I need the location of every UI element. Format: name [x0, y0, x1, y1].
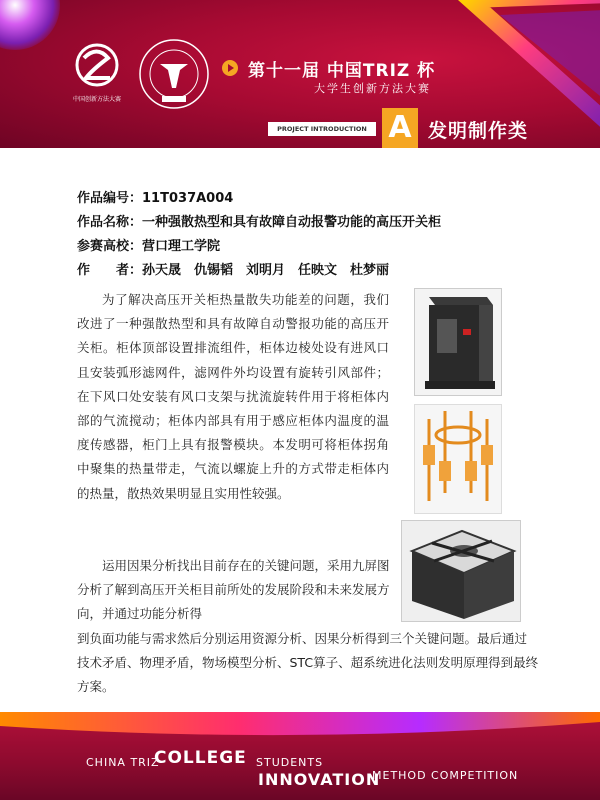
school-label: 参赛高校：: [77, 239, 143, 254]
meta-row-authors: [77, 259, 441, 283]
cabinet-top-image: [401, 520, 521, 622]
competition-subtitle: 大学生创新方法大赛: [314, 82, 431, 95]
footer-text-college: COLLEGE: [154, 748, 247, 768]
triangle-decoration-icon: [440, 0, 600, 130]
footer-text-china-triz: CHINA TRIZ: [86, 756, 160, 769]
meta-row-name: [77, 211, 441, 235]
cabinet-top-icon: [402, 521, 520, 621]
name-label: 作品名称：: [77, 215, 143, 230]
meta-row-school: [77, 235, 441, 259]
name-value: 一种强散热型和具有故障自动报警功能的高压开关柜: [142, 215, 442, 230]
authors-label: 作 者：: [77, 263, 143, 278]
footer-text-students: STUDENTS: [256, 756, 324, 769]
description-paragraph-2-bottom: 到负面功能与需求然后分别运用资源分析、因果分析得到三个关键问题。最后通过技术矛盾、物理矛盾，物场模型分析、STC算子、超系统进化法则发明原理得到最终方案。: [77, 631, 539, 695]
description-paragraph-1: 为了解决高压开关柜热量散失功能差的问题，我们改进了一种强散热型和具有故障自动警报功能的高压开关柜。柜体顶部设置排流组件，柜体边棱处设有进风口且安装弧形滤网件，滤网件外均设置有旋转引风部件；在下风口处安装有风口支架与扰流旋转件用于将柜体内部的气流搅动；柜体内部具有用于感应柜体内温度的温度传感器，柜门上具有报警模块。本发明可将柜体拐角中聚集的热量带走，气流以螺旋上升的方式带走柜体内的热量，散热效果明显且实用性较强。: [77, 292, 389, 501]
project-introduction-tag: PROJECT INTRODUCTION: [268, 122, 376, 136]
footer-text-method-competition: METHOD COMPETITION: [372, 769, 519, 782]
footer-text-innovation: INNOVATION: [258, 770, 381, 789]
category-title: 发明制作类: [428, 120, 529, 142]
cimc-caption-cn: 中国创新方法大赛: [72, 96, 121, 103]
meta-row-number: [77, 187, 441, 211]
project-meta: [77, 187, 441, 283]
number-value: 11T037A004: [142, 191, 234, 206]
category-letter-badge: A: [382, 108, 418, 148]
fan-frame-image: [414, 404, 502, 514]
switchgear-cabinet-icon: [415, 289, 501, 395]
cimc-logo: [62, 40, 132, 103]
number-label: 作品编号：: [77, 191, 143, 206]
school-value: 营口理工学院: [142, 239, 221, 254]
purple-glow-decoration: [0, 0, 60, 50]
header-banner: [0, 0, 600, 148]
fan-frame-icon: [415, 405, 501, 513]
cimc-logo-icon: [62, 40, 132, 90]
description-paragraph-2-top: 运用因果分析找出目前存在的关键问题，采用九屏图分析了解到高压开关柜目前所处的发展阶段和未来发展方向，并通过功能分析得: [77, 558, 390, 622]
triz-cup-logo: [136, 36, 212, 112]
competition-title: 第十一届 中国TRIZ 杯: [248, 61, 436, 81]
switchgear-cabinet-image: [414, 288, 502, 396]
footer-wave-decoration-icon: [0, 712, 600, 752]
authors-value: 孙天晟 仇锡韬 刘明月 任映文 杜梦丽: [142, 263, 390, 278]
triz-cup-logo-icon: [136, 36, 212, 112]
play-arrow-icon: [222, 60, 238, 76]
